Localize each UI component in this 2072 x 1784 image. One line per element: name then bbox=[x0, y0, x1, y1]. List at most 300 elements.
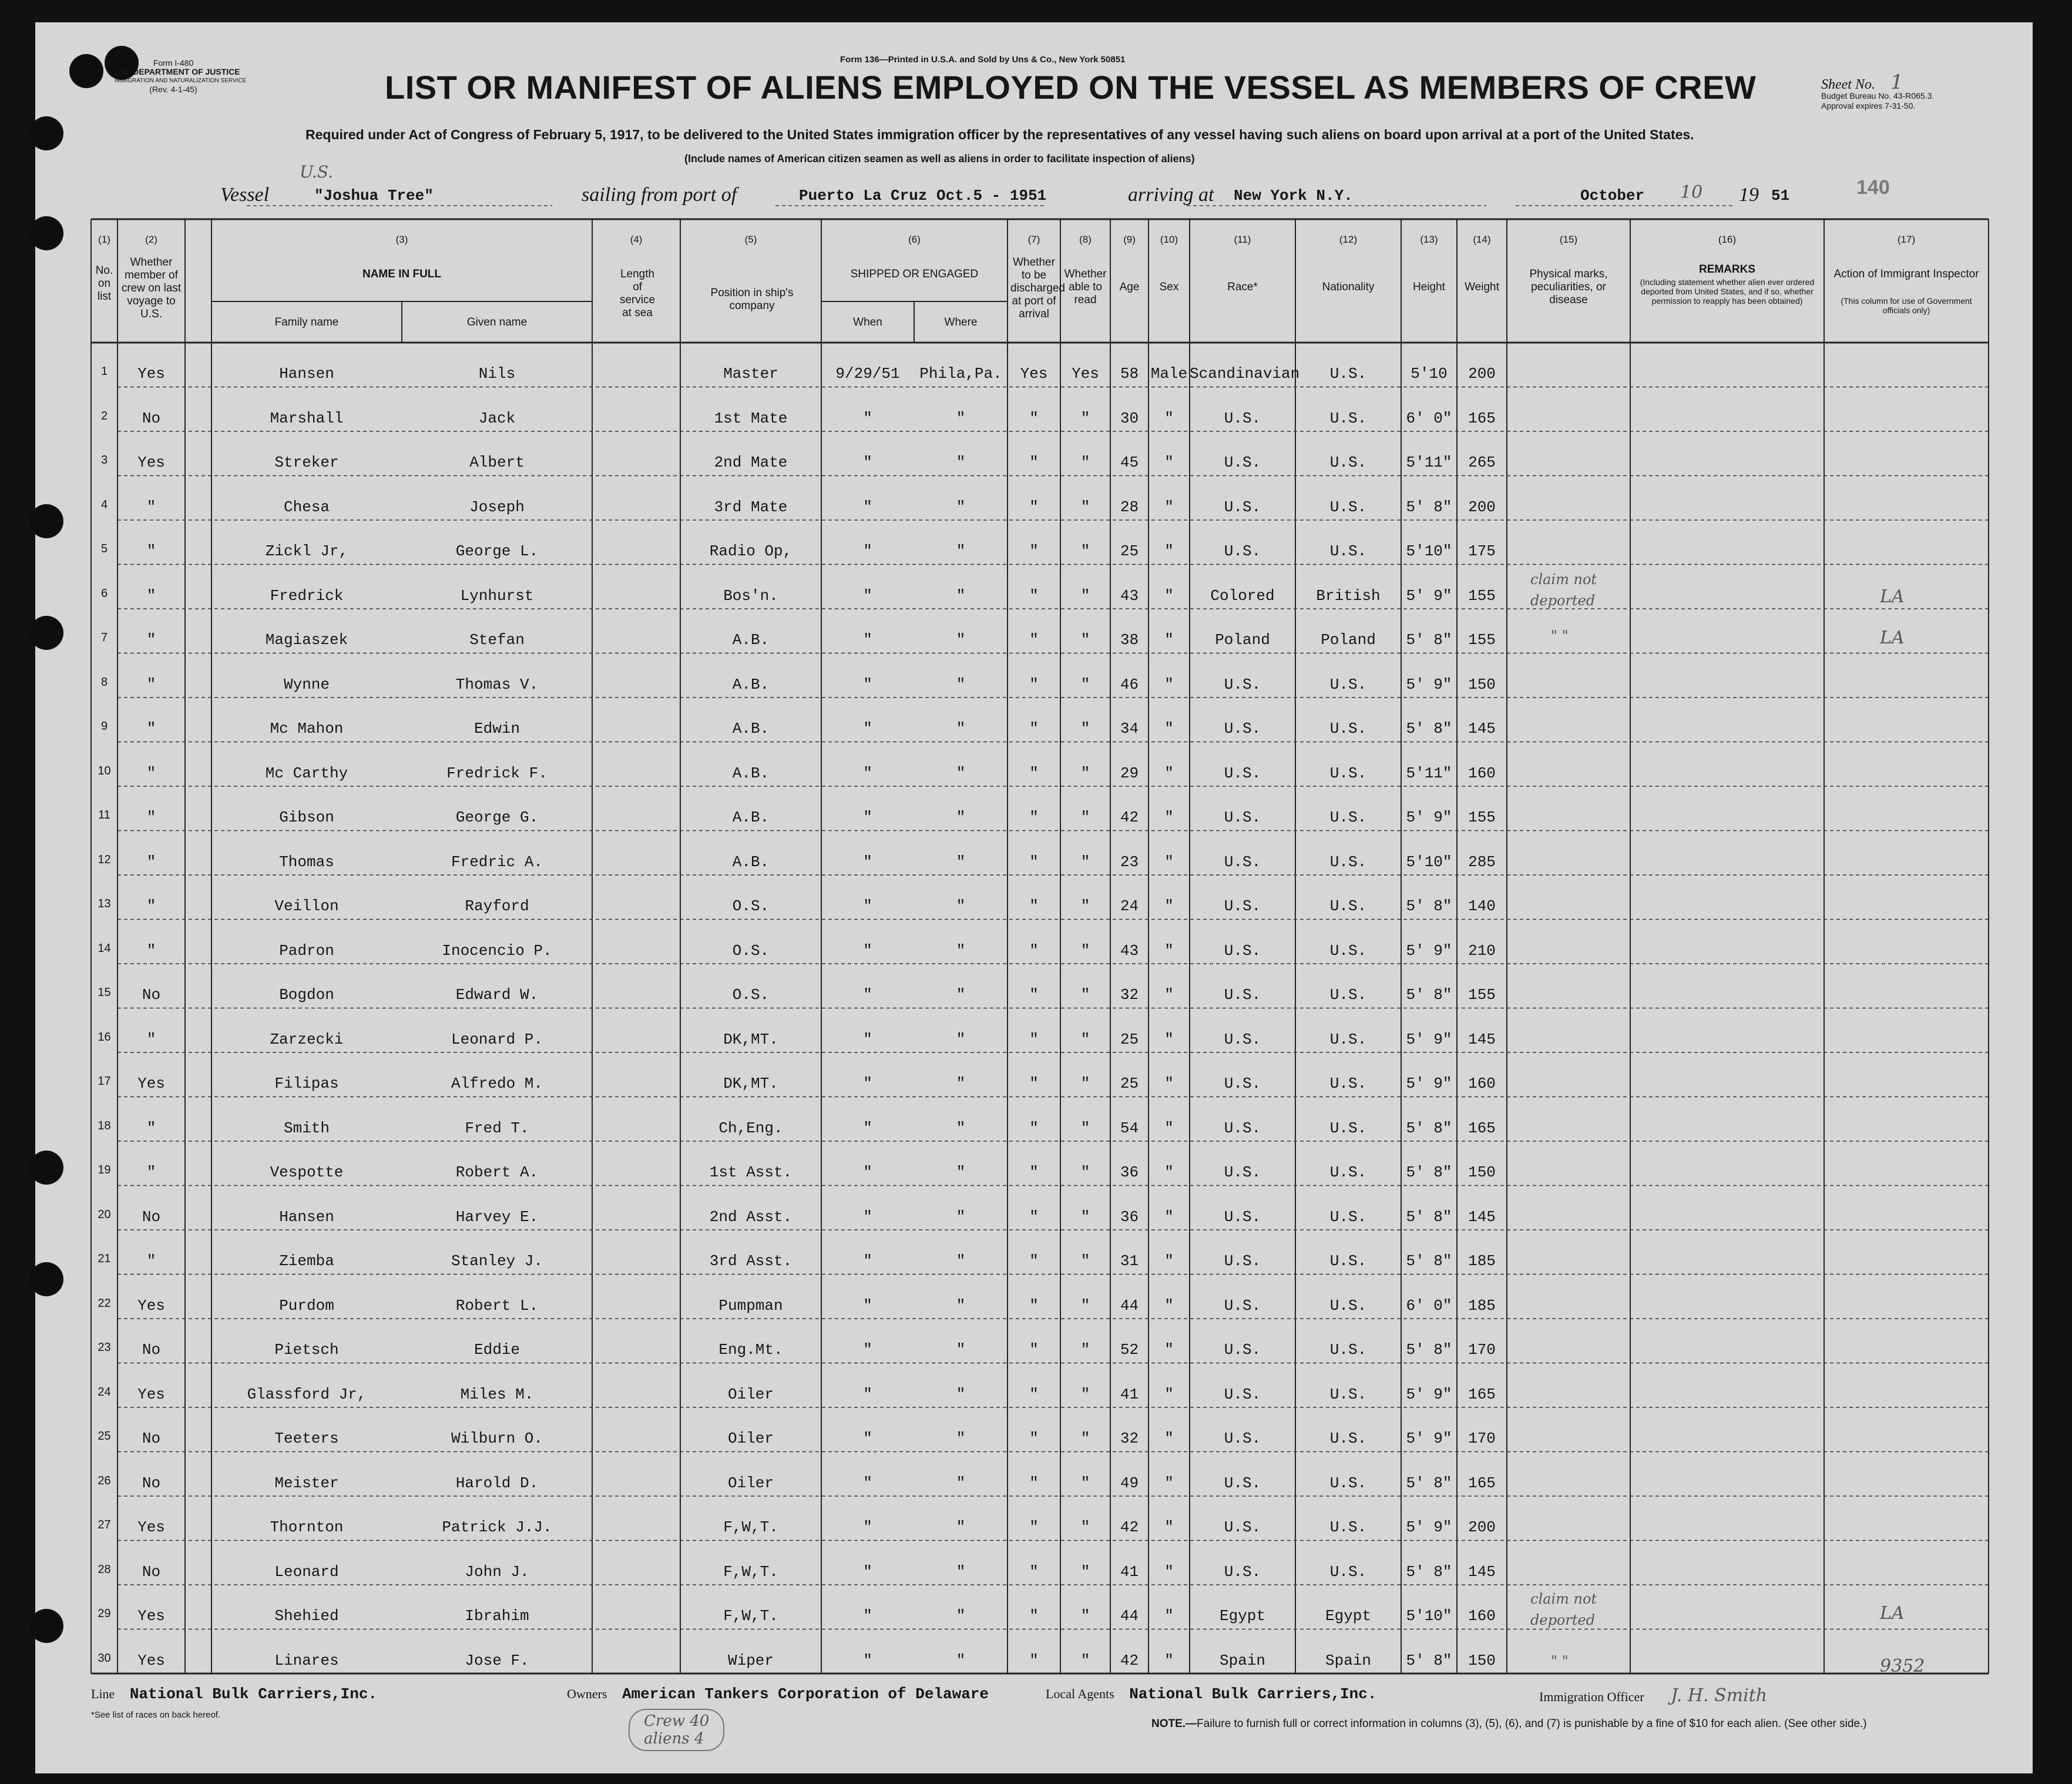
cell-member: Yes bbox=[137, 1518, 165, 1536]
cell-weight: 265 bbox=[1468, 454, 1496, 471]
cell-read: " bbox=[1080, 1208, 1090, 1226]
cell-height: 5' 8" bbox=[1406, 1651, 1452, 1669]
cell-read: " bbox=[1080, 1341, 1090, 1359]
arrival-month: October bbox=[1580, 187, 1645, 204]
cell-weight: 155 bbox=[1468, 986, 1496, 1004]
cell-no: 7 bbox=[100, 631, 108, 644]
cell-height: 5' 8" bbox=[1406, 498, 1452, 516]
header-when: When bbox=[853, 316, 882, 328]
cell-read: " bbox=[1080, 1075, 1090, 1092]
cell-race: U.S. bbox=[1224, 1252, 1261, 1270]
cell-member: No bbox=[142, 1430, 161, 1447]
cell-when: " bbox=[863, 454, 872, 471]
cell-height: 5' 8" bbox=[1406, 1341, 1452, 1359]
cell-nationality: British bbox=[1316, 586, 1381, 605]
cell-height: 5' 9" bbox=[1406, 675, 1452, 693]
cell-read: " bbox=[1080, 586, 1090, 605]
cell-position: DK,MT. bbox=[723, 1075, 778, 1092]
cell-position: 2nd Asst. bbox=[709, 1208, 792, 1226]
cell-weight: 200 bbox=[1468, 498, 1496, 516]
cell-age: 41 bbox=[1120, 1385, 1139, 1403]
cell-sex: " bbox=[1164, 675, 1174, 693]
cell-family: Magiaszek bbox=[265, 631, 348, 649]
cell-given: Nils bbox=[478, 365, 516, 383]
cell-no: 18 bbox=[98, 1119, 111, 1132]
cell-position: O.S. bbox=[732, 941, 770, 960]
cell-race: Spain bbox=[1219, 1651, 1265, 1669]
cell-member: " bbox=[146, 853, 156, 871]
sailing-label: sailing from port of bbox=[582, 184, 737, 206]
cell-when: " bbox=[863, 1252, 872, 1270]
cell-read: " bbox=[1080, 498, 1090, 516]
cell-family: Fredrick bbox=[270, 586, 344, 605]
cell-weight: 145 bbox=[1468, 1562, 1496, 1581]
cell-no: 22 bbox=[98, 1296, 111, 1310]
cell-read: " bbox=[1080, 1607, 1090, 1625]
cell-nationality: U.S. bbox=[1329, 1119, 1367, 1137]
cell-no: 10 bbox=[98, 764, 111, 777]
cell-sex: " bbox=[1164, 1252, 1174, 1270]
cell-discharged: " bbox=[1029, 720, 1039, 737]
cell-position: 3rd Mate bbox=[714, 498, 788, 516]
cell-sex: " bbox=[1164, 1651, 1174, 1669]
cell-family: Ziemba bbox=[279, 1252, 334, 1270]
cell-discharged: " bbox=[1029, 1075, 1039, 1092]
footer-officer bbox=[1539, 1685, 1767, 1706]
cell-race: U.S. bbox=[1224, 809, 1261, 826]
cell-member: No bbox=[142, 1562, 161, 1581]
cell-family: Chesa bbox=[283, 498, 330, 516]
cell-when: " bbox=[863, 1030, 872, 1048]
cell-position: Eng.Mt. bbox=[718, 1341, 783, 1359]
cell-discharged: Yes bbox=[1020, 365, 1048, 383]
cell-read: " bbox=[1080, 675, 1090, 693]
cell-family: Vespotte bbox=[270, 1163, 344, 1181]
cell-weight: 170 bbox=[1468, 1341, 1496, 1359]
cell-nationality: U.S. bbox=[1329, 986, 1367, 1004]
cell-family: Leonard bbox=[274, 1562, 339, 1581]
footer-agents-label: Local Agents bbox=[1046, 1686, 1114, 1701]
header-no-on-list: No. on list bbox=[95, 264, 113, 303]
cell-height: 5' 8" bbox=[1406, 1474, 1452, 1492]
cell-discharged: " bbox=[1029, 1252, 1039, 1270]
cell-family: Hansen bbox=[279, 365, 334, 383]
cell-read: " bbox=[1080, 853, 1090, 871]
cell-read: " bbox=[1080, 1119, 1090, 1137]
col-num-11: (11) bbox=[1234, 234, 1251, 245]
cell-weight: 165 bbox=[1468, 1474, 1496, 1492]
cell-member: Yes bbox=[137, 1607, 165, 1625]
cell-no: 11 bbox=[98, 809, 110, 821]
cell-family: Filipas bbox=[274, 1075, 339, 1092]
header-remarks-note: (Including statement whether alien ever ordered deported from United States, and if so, whether permission to reapply has been obtained) bbox=[1640, 277, 1815, 306]
cell-discharged: " bbox=[1029, 1385, 1039, 1403]
cell-where: " bbox=[956, 1208, 966, 1226]
cell-height: 5'10" bbox=[1406, 853, 1452, 871]
cell-no: 20 bbox=[98, 1208, 111, 1221]
cell-when: " bbox=[863, 941, 872, 960]
cell-no: 15 bbox=[98, 986, 111, 999]
cell-discharged: " bbox=[1029, 764, 1039, 782]
cell-family: Gibson bbox=[279, 809, 334, 826]
cell-member: " bbox=[146, 1163, 156, 1181]
cell-sex: " bbox=[1164, 1562, 1174, 1581]
cell-weight: 185 bbox=[1468, 1252, 1496, 1270]
cell-nationality: U.S. bbox=[1329, 1252, 1367, 1270]
cell-height: 5' 9" bbox=[1406, 1385, 1452, 1403]
cell-sex: " bbox=[1164, 897, 1174, 915]
cell-sex: " bbox=[1164, 586, 1174, 605]
cell-discharged: " bbox=[1029, 454, 1039, 471]
cell-no: 29 bbox=[98, 1607, 111, 1620]
footer-owners-label: Owners bbox=[567, 1686, 607, 1701]
cell-when: " bbox=[863, 1562, 872, 1581]
cell-family: Thornton bbox=[270, 1518, 344, 1536]
crew-count: Crew 40 bbox=[644, 1712, 710, 1730]
cell-no: 4 bbox=[100, 498, 108, 511]
cell-sex: " bbox=[1164, 1163, 1174, 1181]
cell-weight: 170 bbox=[1468, 1430, 1496, 1447]
footer-note bbox=[1151, 1718, 1867, 1731]
cell-age: 44 bbox=[1120, 1296, 1139, 1314]
cell-height: 5' 8" bbox=[1406, 1208, 1452, 1226]
cell-family: Thomas bbox=[279, 853, 334, 871]
cell-weight: 160 bbox=[1468, 764, 1496, 782]
cell-where: " bbox=[956, 1430, 966, 1447]
cell-discharged: " bbox=[1029, 1430, 1039, 1447]
cell-discharged: " bbox=[1029, 897, 1039, 915]
cell-weight: 175 bbox=[1468, 542, 1496, 560]
cell-discharged: " bbox=[1029, 1341, 1039, 1359]
cell-race: U.S. bbox=[1224, 941, 1261, 960]
cell-position: Master bbox=[723, 365, 778, 383]
cell-race: U.S. bbox=[1224, 897, 1261, 915]
vessel-name: "Joshua Tree" bbox=[314, 187, 434, 204]
cell-family: Bogdon bbox=[279, 986, 334, 1004]
manifest-page bbox=[35, 22, 2033, 1773]
cell-when: " bbox=[863, 986, 872, 1004]
cell-no: 21 bbox=[98, 1252, 111, 1265]
cell-height: 5' 8" bbox=[1406, 631, 1452, 649]
cell-where: " bbox=[956, 897, 966, 915]
cell-sex: " bbox=[1164, 409, 1174, 427]
cell-race: U.S. bbox=[1224, 498, 1261, 516]
cell-height: 5' 9" bbox=[1406, 1430, 1452, 1447]
cell-member: No bbox=[142, 986, 161, 1004]
cell-race: U.S. bbox=[1224, 1341, 1261, 1359]
footer-owners bbox=[567, 1685, 989, 1703]
cell-when: " bbox=[863, 853, 872, 871]
cell-height: 5' 9" bbox=[1406, 1518, 1452, 1536]
cell-race: Scandinavian bbox=[1190, 365, 1300, 383]
header-position: Position in ship's company bbox=[710, 287, 794, 312]
cell-age: 28 bbox=[1120, 498, 1139, 516]
cell-age: 25 bbox=[1120, 542, 1139, 560]
cell-where: Phila,Pa. bbox=[919, 365, 1002, 383]
cell-height: 5' 8" bbox=[1406, 897, 1452, 915]
cell-position: Oiler bbox=[727, 1474, 774, 1492]
cell-when: " bbox=[863, 1607, 872, 1625]
cell-where: " bbox=[956, 764, 966, 782]
cell-weight: 150 bbox=[1468, 675, 1496, 693]
vessel-label: Vessel bbox=[220, 184, 270, 206]
cell-member: " bbox=[146, 542, 156, 560]
cell-member: " bbox=[146, 809, 156, 826]
cell-when: " bbox=[863, 498, 872, 516]
cell-weight: 145 bbox=[1468, 720, 1496, 737]
cell-age: 23 bbox=[1120, 853, 1139, 871]
sailing-port: Puerto La Cruz Oct.5 - 1951 bbox=[799, 187, 1047, 204]
arriving-label: arriving at bbox=[1128, 184, 1214, 206]
page-title: LIST OR MANIFEST OF ALIENS EMPLOYED ON THE VESSEL AS MEMBERS OF CREW bbox=[385, 69, 1757, 106]
cell-when: " bbox=[863, 1296, 872, 1314]
col-num-9: (9) bbox=[1123, 234, 1136, 245]
cell-no: 2 bbox=[100, 409, 108, 422]
cell-age: 44 bbox=[1120, 1607, 1139, 1625]
header-nationality: Nationality bbox=[1322, 281, 1375, 293]
cell-when: " bbox=[863, 631, 872, 649]
cell-height: 5'10" bbox=[1406, 1607, 1452, 1625]
cell-race: U.S. bbox=[1224, 986, 1261, 1004]
cell-race: U.S. bbox=[1224, 1119, 1261, 1137]
cell-sex: " bbox=[1164, 631, 1174, 649]
cell-discharged: " bbox=[1029, 586, 1039, 605]
cell-nationality: U.S. bbox=[1329, 1341, 1367, 1359]
cell-given: Patrick J.J. bbox=[442, 1518, 552, 1536]
cell-given: Edward W. bbox=[455, 986, 539, 1004]
cell-age: 32 bbox=[1120, 1430, 1139, 1447]
cell-where: " bbox=[956, 1252, 966, 1270]
cell-weight: 145 bbox=[1468, 1030, 1496, 1048]
cell-sex: Male bbox=[1150, 365, 1188, 383]
footer-owners-value: American Tankers Corporation of Delaware bbox=[622, 1685, 989, 1703]
header-where: Where bbox=[944, 316, 978, 328]
cell-given: Joseph bbox=[469, 498, 525, 516]
cell-no: 14 bbox=[98, 941, 111, 955]
cell-age: 25 bbox=[1120, 1075, 1139, 1092]
cell-sex: " bbox=[1164, 853, 1174, 871]
cell-family: Marshall bbox=[270, 409, 344, 427]
cell-sex: " bbox=[1164, 809, 1174, 826]
cell-weight: 150 bbox=[1468, 1163, 1496, 1181]
cell-given: George L. bbox=[455, 542, 539, 560]
cell-member: Yes bbox=[137, 1075, 165, 1092]
cell-family: Meister bbox=[274, 1474, 339, 1492]
cell-given: Leonard P. bbox=[451, 1030, 543, 1048]
cell-race: U.S. bbox=[1224, 720, 1261, 737]
cell-member: Yes bbox=[137, 1296, 165, 1314]
cell-weight: 160 bbox=[1468, 1075, 1496, 1092]
cell-member: " bbox=[146, 1252, 156, 1270]
cell-where: " bbox=[956, 409, 966, 427]
cell-weight: 150 bbox=[1468, 1651, 1496, 1669]
cell-age: 30 bbox=[1120, 409, 1139, 427]
header-shipped-engaged: SHIPPED OR ENGAGED bbox=[850, 268, 979, 280]
cell-age: 58 bbox=[1120, 365, 1139, 383]
cell-where: " bbox=[956, 853, 966, 871]
cell-no: 13 bbox=[98, 897, 111, 910]
cell-nationality: Poland bbox=[1321, 631, 1376, 649]
cell-sex: " bbox=[1164, 1518, 1174, 1536]
cell-position: A.B. bbox=[732, 675, 770, 693]
cell-given: Jose F. bbox=[465, 1651, 529, 1669]
cell-weight: 165 bbox=[1468, 1385, 1496, 1403]
header-age: Age bbox=[1119, 281, 1140, 293]
cell-age: 36 bbox=[1120, 1163, 1139, 1181]
col-num-2: (2) bbox=[145, 234, 157, 245]
cell-discharged: " bbox=[1029, 1474, 1039, 1492]
cell-read: " bbox=[1080, 720, 1090, 737]
footer-line-label: Line bbox=[91, 1686, 115, 1701]
cell-race: U.S. bbox=[1224, 454, 1261, 471]
cell-age: 41 bbox=[1120, 1562, 1139, 1581]
cell-position: 1st Asst. bbox=[709, 1163, 792, 1181]
cell-read: " bbox=[1080, 1430, 1090, 1447]
cell-family: Pietsch bbox=[274, 1341, 339, 1359]
annotation-row29-action: LA bbox=[1880, 1603, 1905, 1624]
cell-given: Harvey E. bbox=[455, 1208, 539, 1226]
cell-sex: " bbox=[1164, 1474, 1174, 1492]
cell-position: F,W,T. bbox=[723, 1562, 778, 1581]
cell-nationality: U.S. bbox=[1329, 1030, 1367, 1048]
cell-nationality: U.S. bbox=[1329, 542, 1367, 560]
cell-position: A.B. bbox=[732, 720, 770, 737]
cell-read: " bbox=[1080, 941, 1090, 960]
cell-nationality: Spain bbox=[1325, 1651, 1371, 1669]
cell-where: " bbox=[956, 1651, 966, 1669]
cell-race: U.S. bbox=[1224, 1030, 1261, 1048]
cell-weight: 210 bbox=[1468, 941, 1496, 960]
cell-no: 9 bbox=[100, 720, 108, 733]
officer-signature: J. H. Smith bbox=[1671, 1685, 1768, 1706]
cell-no: 3 bbox=[100, 454, 108, 467]
cell-position: A.B. bbox=[732, 631, 770, 649]
cell-where: " bbox=[956, 1119, 966, 1137]
cell-family: Teeters bbox=[274, 1430, 339, 1447]
cell-given: Harold D. bbox=[455, 1474, 539, 1492]
cell-weight: 285 bbox=[1468, 853, 1496, 871]
cell-position: Oiler bbox=[727, 1430, 774, 1447]
annotation-row29-physical: claim not deported bbox=[1530, 1591, 1597, 1628]
cell-discharged: " bbox=[1029, 809, 1039, 826]
cell-member: " bbox=[146, 498, 156, 516]
cell-where: " bbox=[956, 1562, 966, 1581]
header-sex: Sex bbox=[1159, 281, 1179, 293]
cell-position: A.B. bbox=[732, 809, 770, 826]
cell-nationality: U.S. bbox=[1329, 720, 1367, 737]
cell-where: " bbox=[956, 631, 966, 649]
col-num-15: (15) bbox=[1559, 234, 1578, 245]
cell-member: No bbox=[142, 1341, 161, 1359]
col-num-7: (7) bbox=[1027, 234, 1040, 245]
cell-weight: 200 bbox=[1468, 1518, 1496, 1536]
header-able-read: Whether able to read bbox=[1064, 268, 1107, 306]
col-num-6: (6) bbox=[908, 234, 921, 245]
cell-height: 5' 8" bbox=[1406, 1562, 1452, 1581]
cell-sex: " bbox=[1164, 454, 1174, 471]
cell-position: A.B. bbox=[732, 853, 770, 871]
cell-read: " bbox=[1080, 809, 1090, 826]
cell-height: 5' 8" bbox=[1406, 720, 1452, 737]
cell-age: 43 bbox=[1120, 586, 1139, 605]
cell-weight: 200 bbox=[1468, 365, 1496, 383]
cell-discharged: " bbox=[1029, 1208, 1039, 1226]
cell-race: U.S. bbox=[1224, 764, 1261, 782]
budget-line: Budget Bureau No. 43-R065.3. bbox=[1821, 91, 1935, 100]
col-num-12: (12) bbox=[1339, 234, 1358, 245]
cell-sex: " bbox=[1164, 542, 1174, 560]
footer-line-value: National Bulk Carriers,Inc. bbox=[129, 1685, 378, 1703]
cell-age: 36 bbox=[1120, 1208, 1139, 1226]
cell-position: 3rd Asst. bbox=[709, 1252, 792, 1270]
cell-age: 42 bbox=[1120, 809, 1139, 826]
sheet-value: 1 bbox=[1890, 71, 1903, 94]
cell-discharged: " bbox=[1029, 675, 1039, 693]
cell-race: Poland bbox=[1215, 631, 1270, 649]
cell-when: " bbox=[863, 897, 872, 915]
cell-height: 5'11" bbox=[1406, 764, 1452, 782]
cell-position: Wiper bbox=[727, 1651, 774, 1669]
cell-weight: 160 bbox=[1468, 1607, 1496, 1625]
cell-given: Rayford bbox=[465, 897, 529, 915]
footer-line bbox=[91, 1685, 377, 1703]
cell-family: Glassford Jr, bbox=[247, 1385, 367, 1403]
cell-age: 45 bbox=[1120, 454, 1139, 471]
cell-family: Veillon bbox=[274, 897, 339, 915]
cell-family: Purdom bbox=[279, 1296, 334, 1314]
cell-where: " bbox=[956, 454, 966, 471]
col-num-17: (17) bbox=[1897, 234, 1916, 245]
header-remarks: REMARKS bbox=[1698, 263, 1756, 276]
cell-family: Zarzecki bbox=[270, 1030, 344, 1048]
cell-age: 52 bbox=[1120, 1341, 1139, 1359]
cell-height: 5' 9" bbox=[1406, 586, 1452, 605]
cell-given: Robert L. bbox=[455, 1296, 539, 1314]
cell-nationality: U.S. bbox=[1329, 1474, 1367, 1492]
cell-when: " bbox=[863, 586, 872, 605]
cell-race: Egypt bbox=[1219, 1607, 1265, 1625]
cell-given: Ibrahim bbox=[465, 1607, 529, 1625]
cell-discharged: " bbox=[1029, 853, 1039, 871]
cell-discharged: " bbox=[1029, 1607, 1039, 1625]
cell-read: " bbox=[1080, 1518, 1090, 1536]
cell-where: " bbox=[956, 1518, 966, 1536]
cell-given: Lynhurst bbox=[460, 586, 534, 605]
cell-when: " bbox=[863, 809, 872, 826]
cell-read: " bbox=[1080, 542, 1090, 560]
cell-nationality: U.S. bbox=[1329, 809, 1367, 826]
form-number: Form I-480 bbox=[153, 58, 194, 68]
cell-race: U.S. bbox=[1224, 409, 1261, 427]
cell-read: Yes bbox=[1072, 365, 1099, 383]
printer-line: Form 136—Printed in U.S.A. and Sold by Uns & Co., New York 50851 bbox=[840, 55, 1126, 65]
cell-family: Streker bbox=[274, 454, 339, 471]
cell-position: Oiler bbox=[727, 1385, 774, 1403]
cell-when: " bbox=[863, 1119, 872, 1137]
cell-member: " bbox=[146, 1119, 156, 1137]
header-whether-member: Whether member of crew on last voyage to U.S. bbox=[121, 256, 182, 320]
cell-age: 25 bbox=[1120, 1030, 1139, 1048]
cell-member: Yes bbox=[137, 1385, 165, 1403]
cell-sex: " bbox=[1164, 1341, 1174, 1359]
annotation-row30-physical: " " bbox=[1551, 1653, 1569, 1669]
annotation-row30-action: 9352 bbox=[1880, 1656, 1925, 1676]
cell-where: " bbox=[956, 542, 966, 560]
cell-age: 42 bbox=[1120, 1518, 1139, 1536]
cell-member: " bbox=[146, 1030, 156, 1048]
cell-sex: " bbox=[1164, 1296, 1174, 1314]
cell-where: " bbox=[956, 1607, 966, 1625]
